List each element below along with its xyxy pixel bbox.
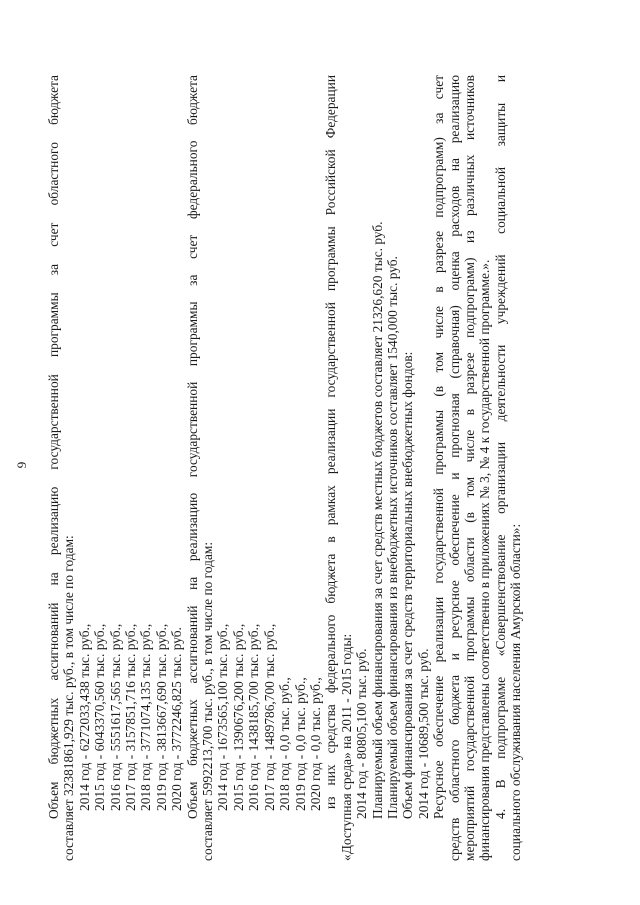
text-line: 2017 год - 1489786,700 тыс. руб., bbox=[261, 623, 277, 811]
text-line: «Доступная среда» на 2011 - 2015 годы: bbox=[338, 633, 354, 861]
text-line: Планируемый объем финансирования из внебюджетных источников составляет 1540,000 тыс. руб. bbox=[384, 256, 400, 819]
text-line: 2014 год - 6272033,438 тыс. руб., bbox=[76, 623, 92, 811]
text-line: 2014 год - 1673565,100 тыс. руб., bbox=[215, 623, 231, 811]
text-line: Объем бюджетных ассигнований на реализацию государственной программы за счет федерального бюджета bbox=[184, 75, 200, 819]
text-line: 2018 год - 3771074,135 тыс. руб., bbox=[138, 623, 154, 811]
rotated-page-content bbox=[0, 25, 640, 905]
text-line: 2017 год - 3157851,716 тыс. руб., bbox=[123, 623, 139, 811]
text-line: из них средства федерального бюджета в рамках реализации государственной программы Российской Федерации bbox=[323, 75, 339, 809]
text-line: 2020 год - 0,0 тыс. руб., bbox=[307, 677, 323, 811]
text-line: социального обслуживания населения Амурской области»: bbox=[508, 523, 524, 861]
text-line: Объем финансирования за счет средств территориальных внебюджетных фондов: bbox=[400, 351, 416, 819]
text-line: 2020 год - 3772246,825 тыс. руб. bbox=[169, 627, 185, 811]
text-line: 2019 год - 3813667,690 тыс. руб., bbox=[153, 623, 169, 811]
text-line: 2014 год - 80805,100 тыс. руб. bbox=[354, 648, 370, 819]
text-line: финансирования представлены соответственно в приложениях № 3, № 4 к государственной программе.». bbox=[477, 259, 493, 861]
text-line: составляет 5992213,700 тыс. руб., в том числе по годам: bbox=[200, 541, 216, 861]
document-body bbox=[46, 75, 524, 861]
text-line: 2016 год - 5551617,565 тыс. руб., bbox=[107, 623, 123, 811]
text-line: мероприятий государственной программы области (в том числе в разрезе подпрограмм) из различных источников bbox=[461, 75, 477, 861]
text-line: составляет 32381861,929 тыс. руб., в том числе по годам: bbox=[61, 535, 77, 861]
text-line: Планируемый объем финансирования за счет средств местных бюджетов составляет 21326,620 тыс. руб. bbox=[369, 221, 385, 819]
page-number: 9 bbox=[14, 461, 29, 469]
text-line: 2016 год - 1438185,700 тыс. руб., bbox=[246, 623, 262, 811]
text-line: Объем бюджетных ассигнований на реализацию государственной программы за счет областного бюджета bbox=[46, 75, 61, 819]
text-line: средств областного бюджета и ресурсное обеспечение и прогнозная (справочная) оценка расходов на реализацию bbox=[446, 75, 462, 861]
text-line: 2015 год - 1390676,200 тыс. руб., bbox=[230, 623, 246, 811]
text-line: Ресурсное обеспечение реализации государственной программы (в том числе в разрезе подпрограмм) за счет bbox=[431, 75, 447, 819]
text-line: 2014 год - 10689,500 тыс. руб. bbox=[415, 648, 431, 819]
text-line: 2018 год - 0,0 тыс. руб., bbox=[277, 677, 293, 811]
text-line: 2019 год - 0,0 тыс. руб., bbox=[292, 677, 308, 811]
text-line: 4. В подпрограмме «Совершенствование организации деятельности учреждений социальной защиты и bbox=[492, 75, 508, 819]
text-line: 2015 год - 6043370,560 тыс. руб., bbox=[92, 623, 108, 811]
